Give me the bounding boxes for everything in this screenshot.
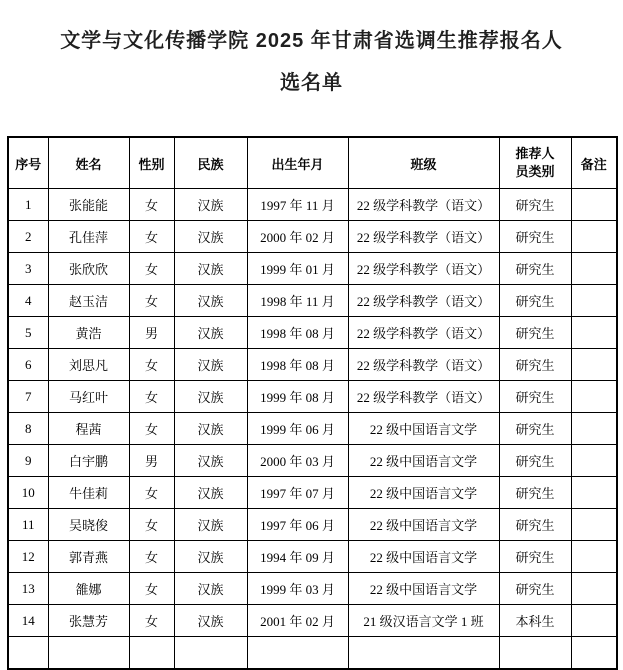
- table-cell: 女: [129, 221, 174, 253]
- table-cell: 张能能: [48, 189, 129, 221]
- table-cell: [129, 637, 174, 670]
- table-cell: [571, 573, 617, 605]
- table-cell: 赵玉洁: [48, 285, 129, 317]
- table-cell: 女: [129, 509, 174, 541]
- table-row: [8, 541, 617, 573]
- table-cell: [571, 477, 617, 509]
- table-row: [8, 349, 617, 381]
- table-cell: 汉族: [174, 509, 247, 541]
- table-row: [8, 413, 617, 445]
- table-cell: 本科生: [499, 605, 571, 637]
- table-body: [8, 189, 617, 670]
- roster-table: [7, 136, 618, 670]
- table-row: [8, 477, 617, 509]
- table-cell: 吴晓俊: [48, 509, 129, 541]
- table-row: [8, 189, 617, 221]
- table-row: [8, 573, 617, 605]
- col-header-index: 序号: [8, 137, 48, 189]
- table-cell: 22 级中国语言文学: [348, 445, 499, 477]
- table-cell: 研究生: [499, 541, 571, 573]
- table-cell: 22 级中国语言文学: [348, 413, 499, 445]
- table-cell: 汉族: [174, 317, 247, 349]
- table-cell: 汉族: [174, 253, 247, 285]
- table-cell: 研究生: [499, 285, 571, 317]
- table-cell: [571, 445, 617, 477]
- table-cell: 研究生: [499, 189, 571, 221]
- table-cell: 汉族: [174, 189, 247, 221]
- table-cell: 研究生: [499, 317, 571, 349]
- table-cell: 汉族: [174, 477, 247, 509]
- table-cell: 6: [8, 349, 48, 381]
- table-row: [8, 253, 617, 285]
- table-cell: 22 级中国语言文学: [348, 477, 499, 509]
- table-cell: 研究生: [499, 477, 571, 509]
- table-cell: 14: [8, 605, 48, 637]
- header-row: [8, 137, 617, 189]
- table-cell: 女: [129, 541, 174, 573]
- table-cell: 22 级学科教学（语文）: [348, 381, 499, 413]
- table-cell: 白宇鹏: [48, 445, 129, 477]
- table-cell: 3: [8, 253, 48, 285]
- table-cell: 研究生: [499, 445, 571, 477]
- table-row: [8, 285, 617, 317]
- table-cell: 汉族: [174, 445, 247, 477]
- table-cell: [571, 253, 617, 285]
- table-cell: 马红叶: [48, 381, 129, 413]
- clipped-partial-row: [8, 637, 617, 670]
- table-cell: 1999 年 08 月: [247, 381, 348, 413]
- table-row: [8, 317, 617, 349]
- table-row: [8, 509, 617, 541]
- page-title: [0, 20, 623, 104]
- table-cell: 1999 年 01 月: [247, 253, 348, 285]
- table-cell: 1997 年 06 月: [247, 509, 348, 541]
- col-header-category: [499, 137, 571, 189]
- table-cell: [571, 349, 617, 381]
- table-cell: 1: [8, 189, 48, 221]
- table-cell: [499, 637, 571, 670]
- table-cell: 女: [129, 573, 174, 605]
- col-header-category-text: 推荐人员类别: [515, 146, 555, 179]
- table-cell: 21 级汉语言文学 1 班: [348, 605, 499, 637]
- table-cell: 汉族: [174, 349, 247, 381]
- table-row: [8, 605, 617, 637]
- table-cell: 汉族: [174, 605, 247, 637]
- col-header-name: 姓名: [48, 137, 129, 189]
- table-cell: 程茜: [48, 413, 129, 445]
- table-cell: 汉族: [174, 541, 247, 573]
- table-cell: 7: [8, 381, 48, 413]
- table-cell: 13: [8, 573, 48, 605]
- table-cell: 22 级中国语言文学: [348, 573, 499, 605]
- table-row: [8, 445, 617, 477]
- table-cell: [571, 413, 617, 445]
- table-cell: 研究生: [499, 253, 571, 285]
- table-cell: 女: [129, 381, 174, 413]
- table-cell: 8: [8, 413, 48, 445]
- table-cell: 研究生: [499, 221, 571, 253]
- table-cell: 22 级学科教学（语文）: [348, 317, 499, 349]
- table-cell: 22 级学科教学（语文）: [348, 253, 499, 285]
- table-cell: [571, 189, 617, 221]
- table-cell: 男: [129, 445, 174, 477]
- table-cell: 5: [8, 317, 48, 349]
- table-cell: 研究生: [499, 573, 571, 605]
- table-cell: 1994 年 09 月: [247, 541, 348, 573]
- table-cell: 1997 年 11 月: [247, 189, 348, 221]
- table-cell: [571, 541, 617, 573]
- table-cell: 2001 年 02 月: [247, 605, 348, 637]
- table-cell: 22 级中国语言文学: [348, 541, 499, 573]
- table-cell: [571, 221, 617, 253]
- table-cell: 2: [8, 221, 48, 253]
- table-cell: 22 级学科教学（语文）: [348, 189, 499, 221]
- table-cell: 1998 年 08 月: [247, 349, 348, 381]
- table-cell: 4: [8, 285, 48, 317]
- col-header-class: 班级: [348, 137, 499, 189]
- table-cell: 研究生: [499, 509, 571, 541]
- table-cell: 黄浩: [48, 317, 129, 349]
- page-title-line-2: 选名单: [280, 72, 343, 94]
- col-header-remark: 备注: [571, 137, 617, 189]
- table-cell: 孔佳萍: [48, 221, 129, 253]
- table-cell: 女: [129, 413, 174, 445]
- table-cell: 张慧芳: [48, 605, 129, 637]
- table-cell: 研究生: [499, 349, 571, 381]
- table-cell: 1998 年 11 月: [247, 285, 348, 317]
- table-cell: 22 级学科教学（语文）: [348, 221, 499, 253]
- table-cell: 1999 年 03 月: [247, 573, 348, 605]
- table-cell: 1998 年 08 月: [247, 317, 348, 349]
- table-cell: 1997 年 07 月: [247, 477, 348, 509]
- table-cell: 11: [8, 509, 48, 541]
- table-cell: [571, 317, 617, 349]
- table-cell: [571, 637, 617, 670]
- table-cell: 研究生: [499, 413, 571, 445]
- table-cell: 女: [129, 477, 174, 509]
- table-cell: 牛佳莉: [48, 477, 129, 509]
- table-cell: 汉族: [174, 221, 247, 253]
- table-cell: 22 级学科教学（语文）: [348, 285, 499, 317]
- table-cell: 1999 年 06 月: [247, 413, 348, 445]
- table-cell: 女: [129, 285, 174, 317]
- table-cell: 2000 年 03 月: [247, 445, 348, 477]
- table-cell: 22 级中国语言文学: [348, 509, 499, 541]
- table-cell: 22 级学科教学（语文）: [348, 349, 499, 381]
- table-cell: [48, 637, 129, 670]
- table-cell: 汉族: [174, 413, 247, 445]
- col-header-ethnic: 民族: [174, 137, 247, 189]
- table-cell: 10: [8, 477, 48, 509]
- table-cell: [247, 637, 348, 670]
- page-title-line-1: 文学与文化传播学院 2025 年甘肃省选调生推荐报名人: [60, 30, 563, 52]
- table-cell: [571, 285, 617, 317]
- col-header-birth: 出生年月: [247, 137, 348, 189]
- table-cell: 汉族: [174, 573, 247, 605]
- table-cell: 女: [129, 349, 174, 381]
- table-cell: [348, 637, 499, 670]
- table-cell: 女: [129, 253, 174, 285]
- table-cell: 12: [8, 541, 48, 573]
- table-row: [8, 221, 617, 253]
- table-cell: [8, 637, 48, 670]
- table-cell: 郭青燕: [48, 541, 129, 573]
- table-row: [8, 381, 617, 413]
- table-cell: [174, 637, 247, 670]
- table-cell: [571, 381, 617, 413]
- table-cell: 女: [129, 605, 174, 637]
- table-cell: 9: [8, 445, 48, 477]
- table-cell: 女: [129, 189, 174, 221]
- table-cell: [571, 605, 617, 637]
- table-cell: 汉族: [174, 285, 247, 317]
- table-cell: 2000 年 02 月: [247, 221, 348, 253]
- table-cell: 刘思凡: [48, 349, 129, 381]
- table-cell: 雒娜: [48, 573, 129, 605]
- table-cell: 张欣欣: [48, 253, 129, 285]
- table-cell: [571, 509, 617, 541]
- table-cell: 汉族: [174, 381, 247, 413]
- col-header-gender: 性别: [129, 137, 174, 189]
- table-cell: 研究生: [499, 381, 571, 413]
- table-cell: 男: [129, 317, 174, 349]
